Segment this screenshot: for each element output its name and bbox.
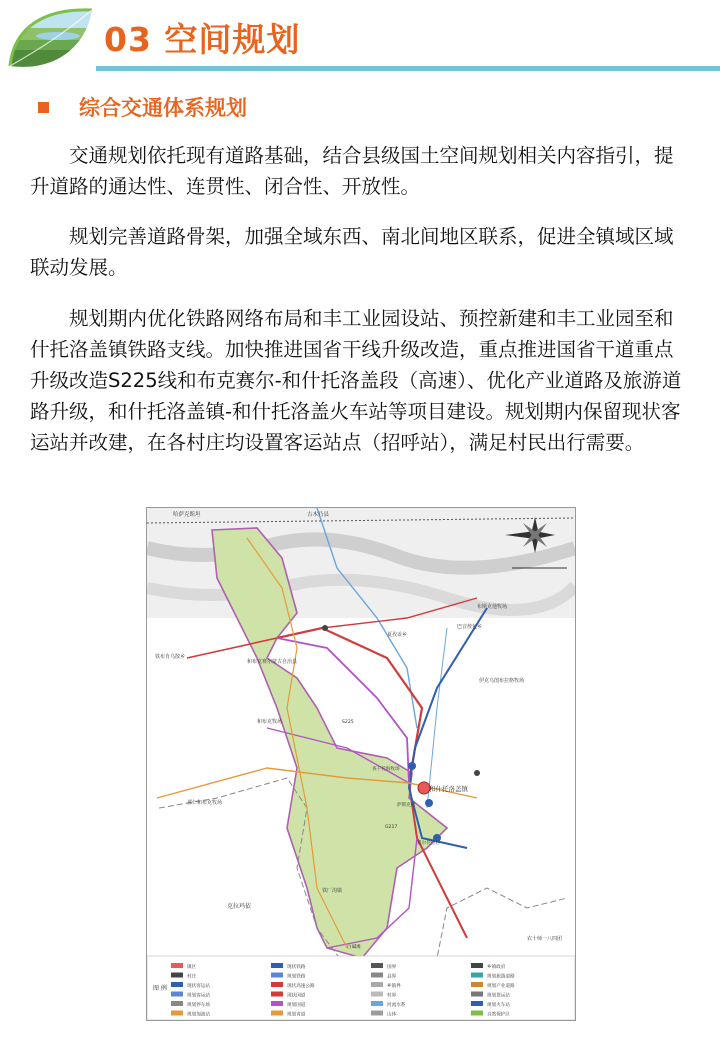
page-header: [0, 0, 720, 80]
map-label-kelamayi: 克拉玛依: [227, 903, 252, 910]
legend-swatch: [371, 1011, 383, 1016]
legend-title: 图 例: [153, 985, 167, 992]
legend-label: 镇区: [187, 965, 197, 970]
paragraph-1: 交通规划依托现有道路基础，结合县级国土空间规划相关内容指引，提升道路的通达性、连贯性、闭合性、开放性。: [30, 144, 674, 198]
legend-swatch: [271, 963, 283, 968]
header-divider: [96, 66, 720, 71]
leaf-landscape-icon: [6, 6, 96, 76]
legend-swatch: [371, 1001, 383, 1006]
map-label-road-g217: G217: [385, 825, 398, 830]
chapter-title: 03 空间规划: [104, 20, 301, 59]
map-label-road-s225: S225: [342, 720, 354, 725]
legend-swatch: [271, 982, 283, 987]
legend-label: 国界: [387, 965, 397, 970]
legend-label: 规划铁路: [287, 974, 306, 980]
legend-swatch: [271, 1001, 283, 1006]
map-label-bukesai: 布斯克他牧场: [477, 604, 508, 610]
legend-swatch: [471, 1001, 483, 1006]
legend-label: 乡镇政府: [487, 965, 506, 970]
map-label-ximen: 夏孜盖乡: [387, 632, 408, 638]
map-label-top-left: 哈萨克斯坦: [173, 512, 201, 518]
legend-swatch: [471, 1011, 483, 1016]
legend-swatch: [171, 992, 183, 997]
legend-swatch: [171, 1001, 183, 1006]
legend-swatch: [371, 982, 383, 987]
legend-label: 村庄: [187, 974, 197, 980]
legend-label: 规划停车场: [187, 1003, 210, 1008]
legend-swatch: [471, 963, 483, 968]
map-label-baikouquan: 白碱滩: [347, 945, 361, 950]
legend-label: 村界: [387, 993, 397, 999]
legend-label: 乡镇界: [387, 984, 401, 989]
map-label-tiechang: 铁厂沟镇: [322, 888, 343, 894]
legend-swatch: [171, 963, 183, 968]
section-title: 综合交通体系规划: [79, 96, 247, 120]
legend-label: 规划火车站: [487, 1003, 510, 1008]
paragraph-3: 规划期内优化铁路网络布局和丰工业园设站、预控新建和丰工业园至和什托洛盖镇铁路支线。加快推进国省干线升级改造，重点推进国省干道重点升级改造S225线和布克赛尔-和什托洛盖段（高速）、优化产业道路及旅游道路升级，和什托洛盖镇-和什托洛盖火车站等项目建设。规划期内保留现状客运站并改建，在各村庄均设置客运站点（招呼站），满足村民出行需要。: [30, 307, 682, 454]
legend-label: 现状铁路: [287, 965, 306, 970]
legend-label: 现状客运站: [187, 984, 210, 989]
legend-swatch: [471, 982, 483, 987]
legend-label: 山体: [387, 1012, 397, 1018]
legend-swatch: [271, 1011, 283, 1016]
map-label-hebuke: 和布克赛尔蒙古自治县: [247, 659, 298, 665]
legend-label: 规划旅游道路: [487, 974, 515, 980]
bullet-square-icon: [38, 102, 49, 113]
legend-label: 规划加油站: [187, 1012, 210, 1018]
legend-label: 自然保护区: [487, 1012, 510, 1018]
legend-label: 规划省道: [287, 1012, 306, 1018]
legend-swatch: [171, 1011, 183, 1016]
legend-swatch: [471, 973, 483, 978]
legend-label: 现状国道: [287, 993, 306, 999]
map-label-chahantuohai: 查干托海牧场: [372, 767, 400, 772]
legend-label: 规划客运站: [187, 993, 210, 999]
map-label-hebukeshan: 和布克牧场: [257, 719, 283, 725]
map-label-bayin: 巴音敖包乡: [457, 624, 483, 630]
map-label-top-center: 吉木乃县: [307, 512, 330, 518]
legend-swatch: [471, 992, 483, 997]
legend-swatch: [371, 992, 383, 997]
legend-label: 规划国道: [287, 1003, 306, 1008]
map-label-yikewu: 伊克乌图布拉格牧场: [479, 678, 525, 684]
legend-swatch: [371, 963, 383, 968]
legend-swatch: [271, 973, 283, 978]
legend-label: 规划产业道路: [487, 984, 515, 989]
legend-swatch: [171, 973, 183, 978]
map-label-sasi: 萨斯克村: [397, 803, 416, 808]
paragraph-2: 规划完善道路骨架，加强全域东西、南北间地区联系，促进全镇域区域联动发展。: [30, 225, 674, 279]
legend-swatch: [371, 973, 383, 978]
legend-label: 河流水系: [387, 1003, 406, 1008]
map-label-xiaershi: 夏尔托热村: [417, 841, 440, 846]
transport-plan-map: [146, 507, 576, 1021]
map-label-town: 和什托洛盖镇: [429, 785, 468, 793]
section-heading: [38, 92, 247, 122]
legend-label: 县界: [387, 974, 397, 980]
legend-swatch: [171, 982, 183, 987]
legend-label: 现状高速公路: [287, 984, 315, 989]
map-label-nongshi: 农十师一八四团: [527, 936, 563, 942]
legend-swatch: [271, 992, 283, 997]
map-label-tiebuken: 铁布肯乌散乡: [155, 654, 186, 660]
legend-label: 规划货运站: [487, 993, 510, 999]
map-label-narenhebuke: 那仁和布克牧场: [187, 800, 223, 806]
